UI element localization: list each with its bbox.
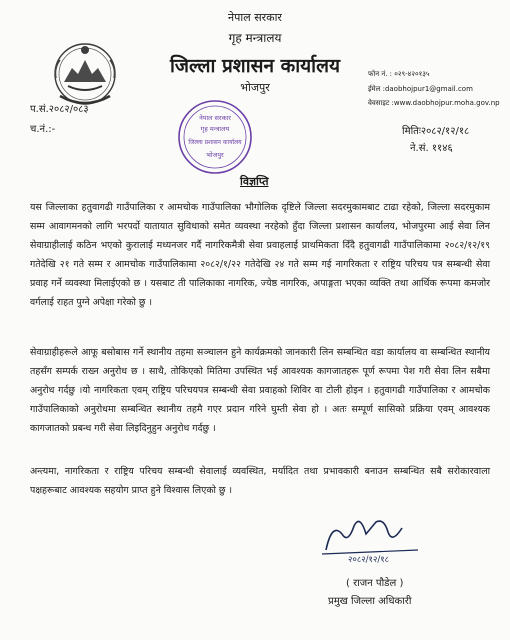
svg-text:गृह मन्त्रालय: गृह मन्त्रालय — [200, 125, 230, 133]
office-title: जिल्ला प्रशासन कार्यालय — [169, 55, 341, 77]
notice-subject: विज्ञप्ति — [240, 175, 269, 188]
handwritten-signature — [318, 516, 426, 564]
svg-text:जिल्ला प्रशासन कार्यालय: जिल्ला प्रशासन कार्यालय — [188, 139, 242, 146]
body-paragraph-1: यस जिल्लाका हतुवागढी गाउँपालिका र आमचोक गाउँपालिका भौगोलिक दृष्टिले जिल्ला सदरमुकामबाट टाढा रहेको, जिल्ला सदरमुकाम सम्म आवागमनको लागि भरपर्दो यातायात सुविधाको समेत व्यवस्था नरहेको हुँदा जिल्ला प्रशासन कार्यालय, भोजपुरमा आई सेवा लिन सेवाग्राहीलाई कठिन भएको कुरालाई मध्यनजर गर्दै नागरिकमैत्री सेवा प्रवाहलाई प्राथमिकता दिँदै हतुवागढी गाउँपालिकामा २०८२/१२/१९ गतेदेखि २१ गते सम्म र आमचोक गाउँपालिकामा २०८२/१/२२ गतेदेखि २४ गते सम्म गई नागरिकता र राष्ट्रिय परिचय पत्र सम्बन्धी सेवा प्रवाह गर्ने व्यवस्था मिलाईएको छ । यसबाट ती पालिकाका नागरिक, ज्येष्ठ नागरिक, अपाङ्गता भएका व्यक्ति तथा आर्थिक रूपमा कमजोर वर्गलाई राहत पुग्ने अपेक्षा गरेको छु । — [30, 202, 490, 308]
svg-text:नेपाल सरकार: नेपाल सरकार — [199, 114, 231, 122]
letter-number: प.सं.२०८२/०८३ — [30, 104, 89, 115]
contact-phone: फोन नं. : ०२९-४२०१३५ — [368, 70, 430, 78]
office-seal-stamp — [176, 98, 254, 176]
body-paragraph-3: अन्त्यमा, नागरिकता र राष्ट्रिय परिचय सम्बन्धी सेवालाई व्यवस्थित, मर्यादित तथा प्रभावकारी बनाउन सम्बन्धित सबै सरोकारवाला पक्षहरूबाट आवश्यक सहयोग प्राप्त हुने विश्वास लिएको छु । — [30, 466, 490, 496]
signatory-designation: प्रमुख जिल्ला अधिकारी — [328, 596, 412, 607]
svg-text:भोजपुर: भोजपुर — [206, 151, 224, 159]
government-name: नेपाल सरकार — [228, 11, 282, 24]
contact-email: ईमेल :daobhojpur1@gmail.com — [368, 85, 473, 93]
svg-text:२०८२/१२/१८: २०८२/१२/१८ — [348, 555, 390, 564]
contact-website: वेवसाइट :www.daobhojpur.moha.gov.np — [368, 99, 500, 107]
signatory-name: ( राजन पौडेल ) — [346, 578, 404, 589]
district-name: भोजपुर — [240, 81, 270, 94]
serial-number: ने.सं. ११४६ — [410, 143, 453, 154]
ministry-name: गृह मन्त्रालय — [228, 31, 282, 45]
dispatch-number: च.नं.:- — [30, 124, 56, 135]
body-paragraph-2: सेवाग्राहीहरूले आफू बसोबास गर्ने स्थानीय तहमा सञ्चालन हुने कार्यक्रमको जानकारी लिन सम्बन्धित वडा कार्यालय वा सम्बन्धित स्थानीय तहसँग सम्पर्क राख्न अनुरोध छ । साथै, तोकिएको मितिमा उपस्थित भई आवश्यक कागजातहरू पूर्ण रूपमा पेश गरी सेवा लिन सबैमा अनुरोध गर्दछु ।यो नागरिकता एवम् राष्ट्रिय परिचयपत्र सम्बन्धी सेवा प्रवाहको शिविर वा टोली होइन । हतुवागढी गाउँपालिका र आमचोक गाउँपालिकाको अनुरोधमा सम्बन्धित स्थानीय तहमै गएर प्रदान गरिने घुम्ती सेवा हो । अतः सम्पूर्ण सासिको प्रक्रिया एवम् आवश्यक कागजातको प्रबन्ध गरी सेवा लिइदिनुहुन अनुरोध गर्दछु । — [30, 347, 490, 434]
letter-date: मितिः२०८२/१२/१८ — [402, 126, 470, 137]
